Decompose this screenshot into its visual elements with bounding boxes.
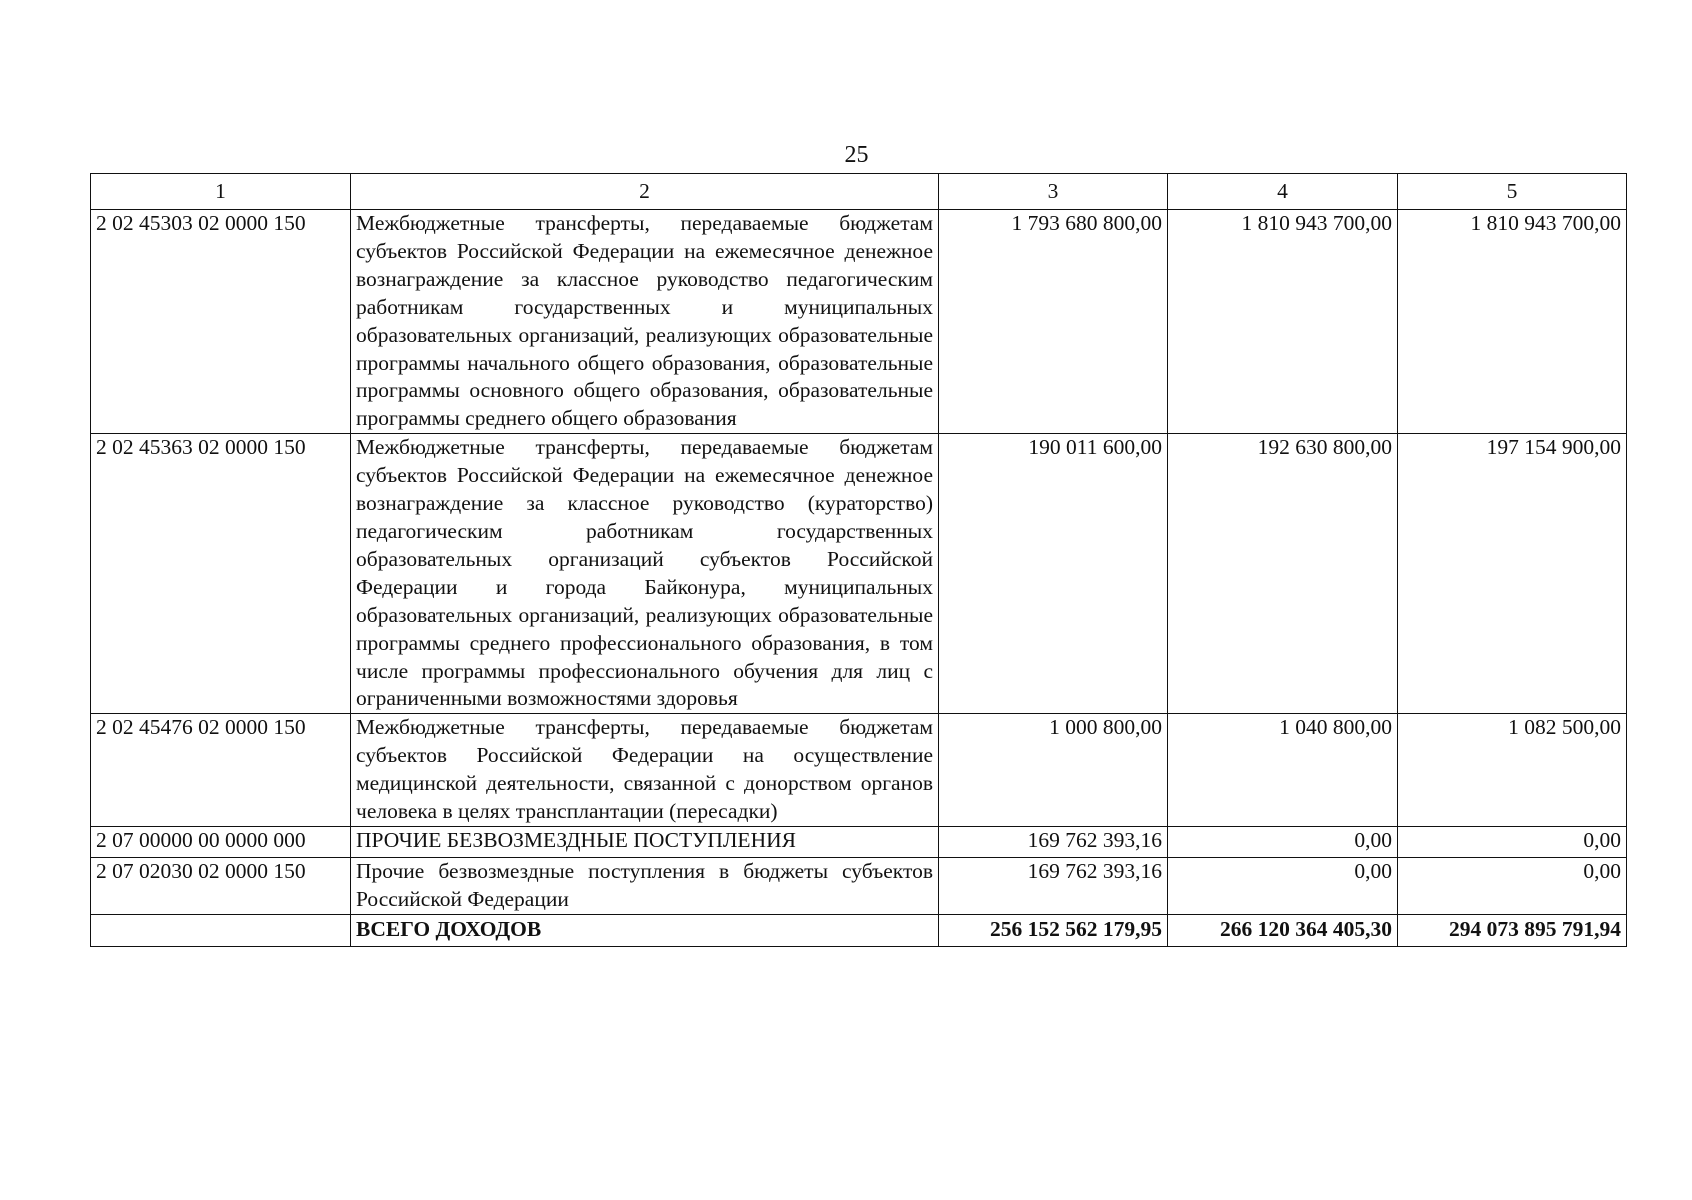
amount-col5-cell: 1 082 500,00 bbox=[1398, 714, 1627, 827]
amount-col4-cell: 0,00 bbox=[1168, 826, 1398, 857]
column-header-4: 4 bbox=[1168, 174, 1398, 210]
table-row bbox=[91, 857, 1627, 914]
amount-col4-cell: 1 810 943 700,00 bbox=[1168, 210, 1398, 434]
budget-code-cell: 2 02 45476 02 0000 150 bbox=[91, 714, 351, 827]
budget-code-cell: 2 07 00000 00 0000 000 bbox=[91, 826, 351, 857]
amount-col4-cell: 192 630 800,00 bbox=[1168, 434, 1398, 714]
amount-col5-cell: 197 154 900,00 bbox=[1398, 434, 1627, 714]
budget-code-cell: 2 02 45363 02 0000 150 bbox=[91, 434, 351, 714]
table-row bbox=[91, 210, 1627, 434]
description-cell: ПРОЧИЕ БЕЗВОЗМЕЗДНЫЕ ПОСТУПЛЕНИЯ bbox=[351, 826, 939, 857]
amount-col4-cell: 1 040 800,00 bbox=[1168, 714, 1398, 827]
total-row bbox=[91, 914, 1627, 946]
total-code-cell bbox=[91, 914, 351, 946]
amount-col4-cell: 0,00 bbox=[1168, 857, 1398, 914]
amount-col5-cell: 0,00 bbox=[1398, 826, 1627, 857]
header-row bbox=[91, 174, 1627, 210]
description-cell: Межбюджетные трансферты, передаваемые бюджетам субъектов Российской Федерации на ежемесячное денежное вознаграждение за классное руководство педагогическим работникам государственных и муниципальных образовательных организаций, реализующих образовательные программы начального общего образования, образовательные программы основного общего образования, образовательные программы среднего общего образования bbox=[351, 210, 939, 434]
amount-col3-cell: 169 762 393,16 bbox=[939, 826, 1168, 857]
description-cell: Межбюджетные трансферты, передаваемые бюджетам субъектов Российской Федерации на ежемесячное денежное вознаграждение за классное руководство (кураторство) педагогическим работникам государственных образовательных организаций субъектов Российской Федерации и города Байконура, муниципальных образовательных организаций, реализующих образовательные программы среднего профессионального образования, в том числе программы профессионального обучения для лиц с ограниченными возможностями здоровья bbox=[351, 434, 939, 714]
table-row bbox=[91, 826, 1627, 857]
description-cell: Межбюджетные трансферты, передаваемые бюджетам субъектов Российской Федерации на осуществление медицинской деятельности, связанной с донорством органов человека в целях трансплантации (пересадки) bbox=[351, 714, 939, 827]
amount-col3-cell: 190 011 600,00 bbox=[939, 434, 1168, 714]
column-header-3: 3 bbox=[939, 174, 1168, 210]
table-row bbox=[91, 434, 1627, 714]
description-cell: Прочие безвозмездные поступления в бюджеты субъектов Российской Федерации bbox=[351, 857, 939, 914]
amount-col5-cell: 0,00 bbox=[1398, 857, 1627, 914]
total-label-cell: ВСЕГО ДОХОДОВ bbox=[351, 914, 939, 946]
column-header-1: 1 bbox=[91, 174, 351, 210]
column-header-2: 2 bbox=[351, 174, 939, 210]
amount-col3-cell: 169 762 393,16 bbox=[939, 857, 1168, 914]
budget-code-cell: 2 02 45303 02 0000 150 bbox=[91, 210, 351, 434]
amount-col3-cell: 1 793 680 800,00 bbox=[939, 210, 1168, 434]
amount-col5-cell: 1 810 943 700,00 bbox=[1398, 210, 1627, 434]
total-col4-cell: 266 120 364 405,30 bbox=[1168, 914, 1398, 946]
amount-col3-cell: 1 000 800,00 bbox=[939, 714, 1168, 827]
page-number: 25 bbox=[844, 142, 869, 168]
total-col5-cell: 294 073 895 791,94 bbox=[1398, 914, 1627, 946]
table-row bbox=[91, 714, 1627, 827]
total-col3-cell: 256 152 562 179,95 bbox=[939, 914, 1168, 946]
revenue-table bbox=[90, 173, 1627, 947]
budget-code-cell: 2 07 02030 02 0000 150 bbox=[91, 857, 351, 914]
column-header-5: 5 bbox=[1398, 174, 1627, 210]
